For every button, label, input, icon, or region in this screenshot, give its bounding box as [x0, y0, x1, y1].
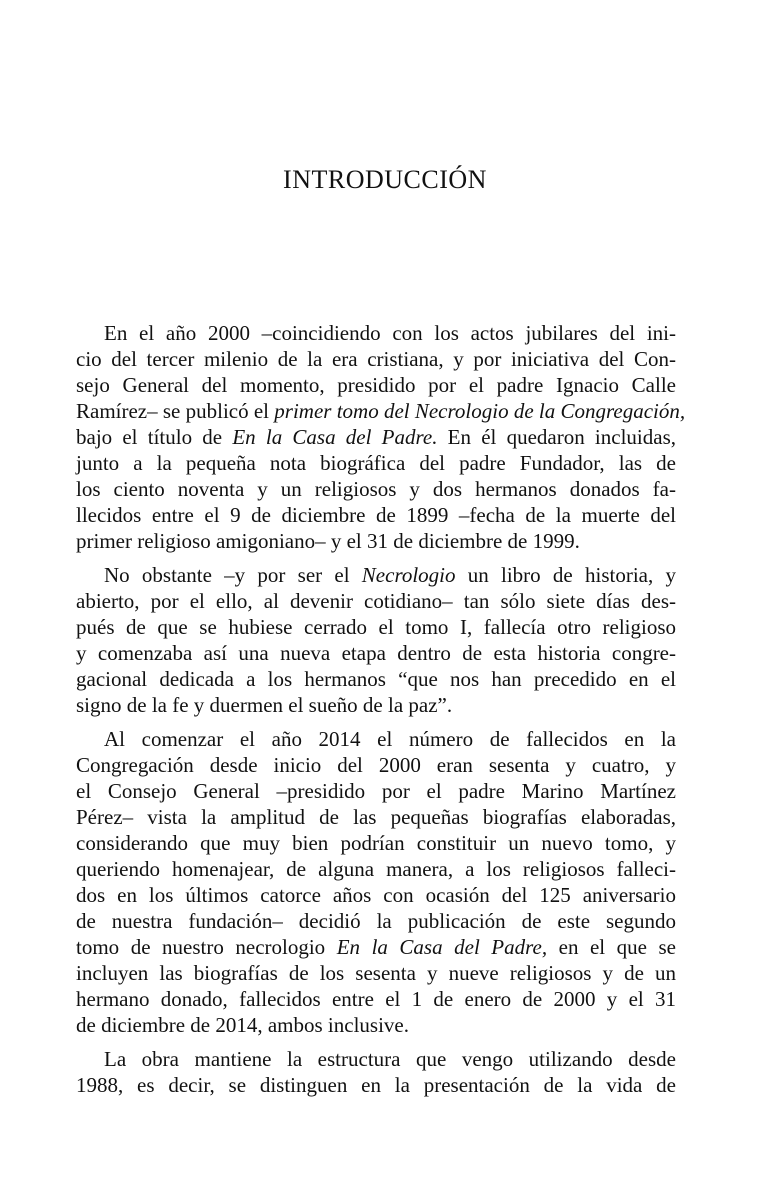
text-line: [76, 346, 676, 372]
text-line: [76, 450, 676, 476]
text-segment: bajo el título de: [76, 425, 233, 449]
text-line: [76, 1012, 676, 1038]
text-line: [76, 752, 676, 778]
text-line: [76, 614, 676, 640]
text-segment: gacional dedicada a los hermanos “que nos han precedido en el: [76, 667, 676, 691]
text-line: [76, 804, 676, 830]
text-line: [76, 1072, 676, 1098]
paragraph-gap: [76, 718, 676, 726]
italic-text: En la Casa del Padre,: [336, 935, 548, 959]
text-segment: los ciento noventa y un religiosos y dos hermanos donados fa-: [76, 477, 676, 501]
text-segment: llecidos entre el 9 de diciembre de 1899 –fecha de la muerte del: [76, 503, 676, 527]
paragraph: [76, 320, 686, 554]
italic-text: primer tomo del Necrologio de la Congregación,: [274, 399, 686, 423]
body-text: [76, 320, 686, 1098]
text-segment: de nuestra fundación– decidió la publicación de este segundo: [76, 909, 676, 933]
text-segment: En él quedaron incluidas,: [437, 425, 676, 449]
paragraph: [76, 726, 676, 1038]
text-line: [76, 562, 676, 588]
paragraph-gap: [76, 1038, 676, 1046]
text-segment: y comenzaba así una nueva etapa dentro de esta historia congre-: [76, 641, 676, 665]
text-segment: de diciembre de 2014, ambos inclusive.: [76, 1013, 409, 1037]
text-segment: pués de que se hubiese cerrado el tomo I, fallecía otro religioso: [76, 615, 676, 639]
text-line: [76, 882, 676, 908]
text-segment: dos en los últimos catorce años con ocasión del 125 aniversario: [76, 883, 676, 907]
text-segment: abierto, por el ello, al devenir cotidiano– tan sólo siete días des-: [76, 589, 676, 613]
text-line: [76, 320, 676, 346]
text-segment: 1988, es decir, se distinguen en la presentación de la vida de: [76, 1073, 676, 1097]
text-line: [76, 424, 676, 450]
text-segment: La obra mantiene la estructura que vengo utilizando desde: [104, 1047, 676, 1071]
text-line: [76, 588, 676, 614]
text-segment: Pérez– vista la amplitud de las pequeñas biografías elaboradas,: [76, 805, 676, 829]
text-segment: hermano donado, fallecidos entre el 1 de enero de 2000 y el 31: [76, 987, 676, 1011]
text-line: [76, 856, 676, 882]
text-line: [76, 830, 676, 856]
text-segment: queriendo homenajear, de alguna manera, a los religiosos falleci-: [76, 857, 676, 881]
italic-text: Necrologio: [361, 563, 456, 587]
text-segment: cio del tercer milenio de la era cristiana, y por iniciativa del Con-: [76, 347, 676, 371]
italic-text: En la Casa del Padre.: [232, 425, 438, 449]
paragraph: [76, 562, 676, 718]
text-line: [76, 476, 676, 502]
text-line: [76, 666, 676, 692]
paragraph: [76, 1046, 676, 1098]
text-segment: en el que se: [547, 935, 676, 959]
text-segment: No obstante –y por ser el: [104, 563, 362, 587]
page-title: INTRODUCCIÓN: [283, 165, 487, 194]
text-line: [76, 398, 686, 424]
text-line: [76, 502, 676, 528]
text-line: [76, 778, 676, 804]
paragraph-gap: [76, 554, 676, 562]
text-segment: junto a la pequeña nota biográfica del padre Fundador, las de: [76, 451, 676, 475]
text-line: [76, 908, 676, 934]
text-line: [76, 640, 676, 666]
text-segment: incluyen las biografías de los sesenta y nueve religiosos y de un: [76, 961, 676, 985]
text-segment: Ramírez– se publicó el: [76, 399, 275, 423]
text-segment: primer religioso amigoniano– y el 31 de diciembre de 1999.: [76, 529, 580, 553]
text-line: [76, 1046, 676, 1072]
text-segment: un libro de historia, y: [455, 563, 676, 587]
text-segment: considerando que muy bien podrían constituir un nuevo tomo, y: [76, 831, 676, 855]
text-line: [76, 372, 676, 398]
text-line: [76, 934, 676, 960]
text-segment: el Consejo General –presidido por el padre Marino Martínez: [76, 779, 676, 803]
text-segment: tomo de nuestro necrologio: [76, 935, 337, 959]
text-segment: signo de la fe y duermen el sueño de la paz”.: [76, 693, 453, 717]
text-line: [76, 692, 676, 718]
text-segment: sejo General del momento, presidido por el padre Ignacio Calle: [76, 373, 676, 397]
text-line: [76, 528, 676, 554]
text-line: [76, 986, 676, 1012]
text-line: [76, 960, 676, 986]
text-segment: En el año 2000 –coincidiendo con los actos jubilares del ini-: [104, 321, 676, 345]
text-line: [76, 726, 676, 752]
text-segment: Al comenzar el año 2014 el número de fallecidos en la: [104, 727, 676, 751]
text-segment: Congregación desde inicio del 2000 eran sesenta y cuatro, y: [76, 753, 676, 777]
